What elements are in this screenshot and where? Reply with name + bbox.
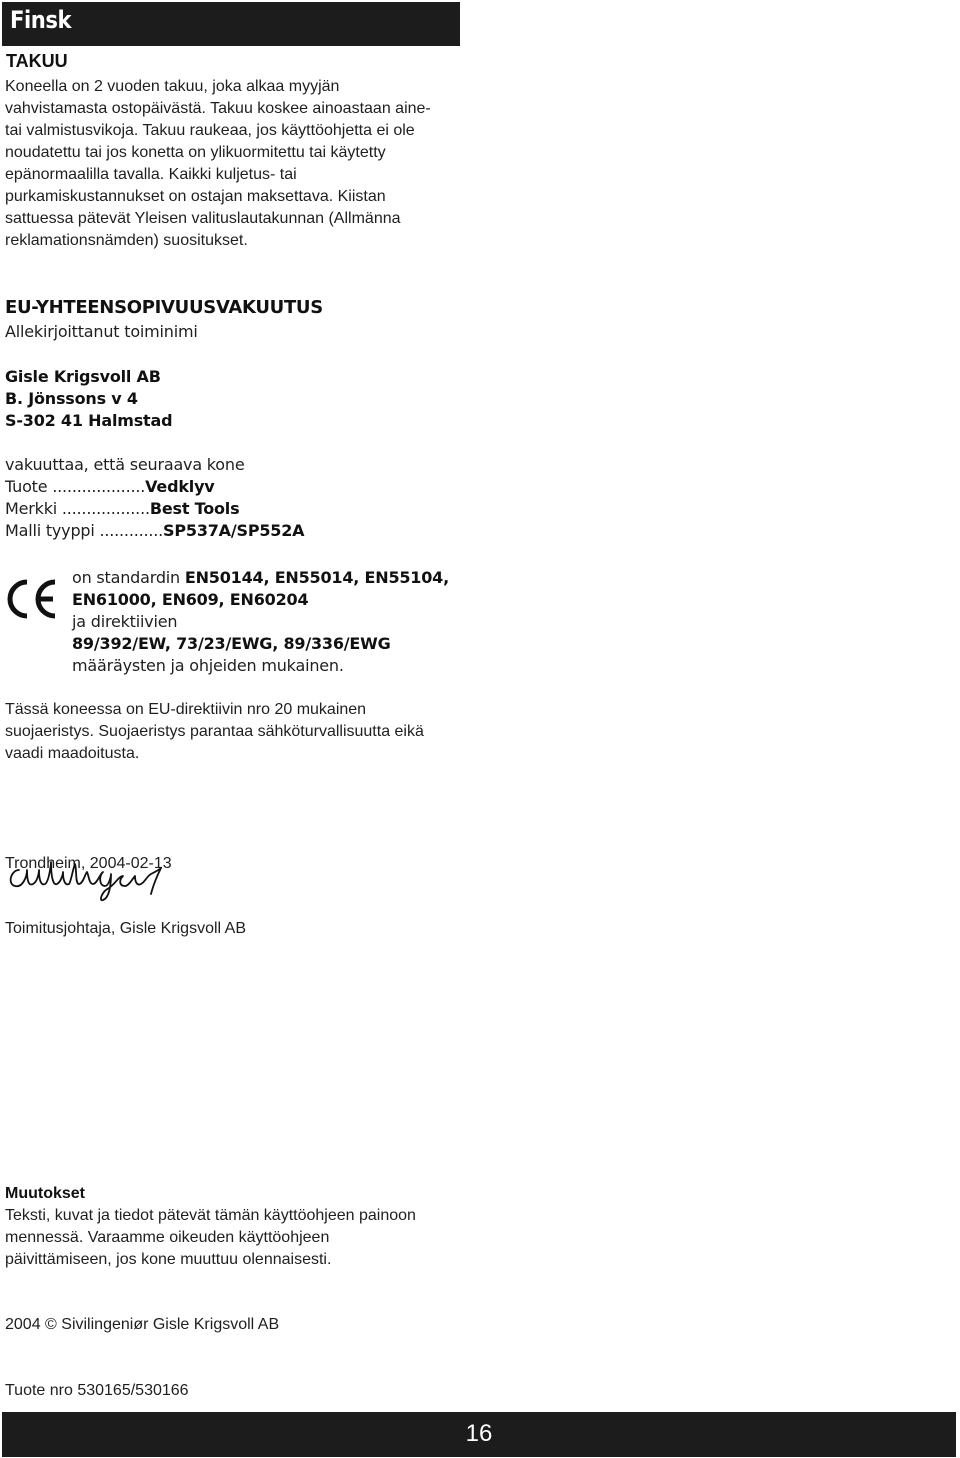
standards-list-1: EN50144, EN55014, EN55104, bbox=[184, 568, 449, 587]
insulation-line: Tässä koneessa on EU-direktiivin nro 20 mukainen bbox=[5, 701, 367, 718]
signer-title: Toimitusjohtaja, Gisle Krigsvoll AB bbox=[5, 920, 246, 937]
changes-section bbox=[5, 1183, 416, 1271]
brand-row bbox=[5, 498, 239, 520]
conformity-statement bbox=[72, 567, 449, 677]
company-street: B. Jönssons v 4 bbox=[5, 389, 138, 408]
declaration-assures: vakuuttaa, että seuraava kone bbox=[5, 455, 245, 474]
model-row bbox=[5, 520, 304, 542]
warranty-paragraph bbox=[5, 76, 455, 252]
page-number: 16 bbox=[465, 1420, 493, 1447]
copyright-notice: 2004 © Sivilingeniør Gisle Krigsvoll AB bbox=[5, 1316, 280, 1333]
conformity-conclusion: määräysten ja ohjeiden mukainen. bbox=[72, 656, 344, 675]
product-number: Tuote nro 530165/530166 bbox=[5, 1382, 189, 1399]
warranty-line: reklamationsnämden) suositukset. bbox=[5, 232, 248, 249]
company-name: Gisle Krigsvoll AB bbox=[5, 367, 161, 386]
warranty-line: epänormaalilla tavalla. Kaikki kuljetus- tai bbox=[5, 166, 297, 183]
product-value: Vedklyv bbox=[145, 477, 215, 496]
model-dots: ............. bbox=[99, 521, 164, 540]
declaration-intro: Allekirjoittanut toiminimi bbox=[5, 322, 198, 341]
warranty-heading: TAKUU bbox=[6, 51, 68, 71]
insulation-line: vaadi maadoitusta. bbox=[5, 745, 140, 762]
warranty-line: purkamiskustannukset on ostajan maksettava. Kiistan bbox=[5, 188, 386, 205]
warranty-line: Koneella on 2 vuoden takuu, joka alkaa myyjän bbox=[5, 78, 340, 95]
brand-dots: .................. bbox=[61, 499, 150, 518]
brand-value: Best Tools bbox=[149, 499, 240, 518]
product-label: Tuote bbox=[5, 477, 53, 496]
insulation-paragraph bbox=[5, 699, 424, 765]
model-label: Malli tyyppi bbox=[5, 521, 100, 540]
brand-label: Merkki bbox=[5, 499, 62, 518]
handwritten-signature bbox=[5, 856, 165, 902]
ce-mark-icon bbox=[3, 578, 59, 620]
insulation-line: suojaeristys. Suojaeristys parantaa sähköturvallisuutta eikä bbox=[5, 723, 424, 740]
company-city: S-302 41 Halmstad bbox=[5, 411, 173, 430]
warranty-line: tai valmistusvikoja. Takuu raukeaa, jos käyttöohjetta ei ole bbox=[5, 122, 415, 139]
directives-list: 89/392/EW, 73/23/EWG, 89/336/EWG bbox=[72, 634, 391, 653]
standards-list-2: EN61000, EN609, EN60204 bbox=[72, 590, 309, 609]
warranty-line: sattuessa pätevät Yleisen valituslautakunnan (Allmänna bbox=[5, 210, 401, 227]
standards-prefix: on standardin bbox=[72, 568, 185, 587]
directives-intro: ja direktiivien bbox=[72, 612, 178, 631]
changes-heading: Muutokset bbox=[5, 1185, 85, 1202]
product-dots: ................... bbox=[52, 477, 146, 496]
language-label: Finsk bbox=[10, 6, 72, 34]
model-value: SP537A/SP552A bbox=[163, 521, 305, 540]
standards-line-1 bbox=[72, 567, 449, 589]
declaration-heading: EU-YHTEENSOPIVUUSVAKUUTUS bbox=[5, 297, 323, 318]
warranty-line: vahvistamasta ostopäivästä. Takuu koskee ainoastaan aine- bbox=[5, 100, 431, 117]
changes-line: Teksti, kuvat ja tiedot pätevät tämän käyttöohjeen painoon bbox=[5, 1207, 416, 1224]
changes-line: päivittämiseen, jos kone muuttuu olennaisesti. bbox=[5, 1251, 332, 1268]
product-row bbox=[5, 476, 215, 498]
changes-line: mennessä. Varaamme oikeuden käyttöohjeen bbox=[5, 1229, 330, 1246]
place-date: Trondheim, 2004-02-13 bbox=[5, 855, 172, 872]
warranty-line: noudatettu tai jos konetta on ylikuormitettu tai käytetty bbox=[5, 144, 386, 161]
